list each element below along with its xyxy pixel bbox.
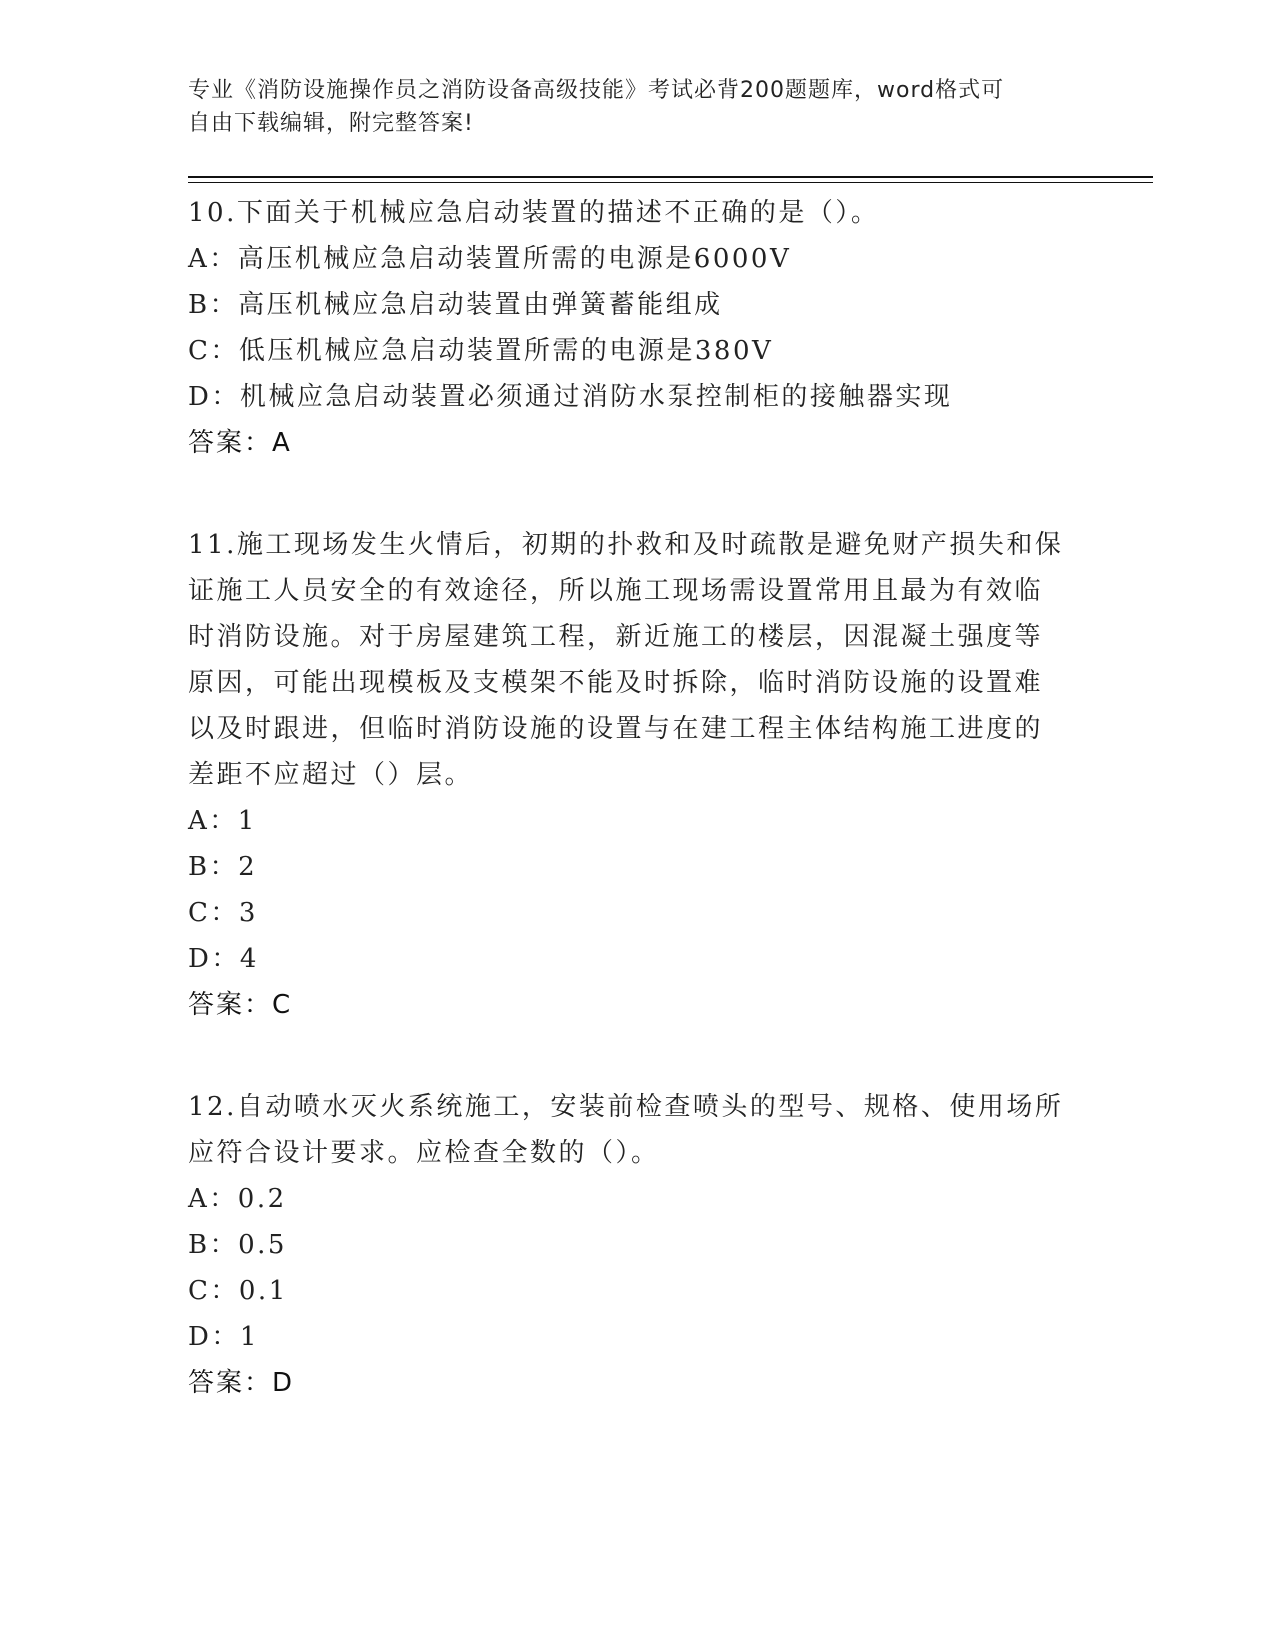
question-11 — [188, 522, 1088, 1028]
question-12 — [188, 1084, 1088, 1406]
question-10 — [188, 190, 1088, 466]
header-line-1: 专业《消防设施操作员之消防设备高级技能》考试必背200题题库，word格式可 — [188, 78, 1005, 103]
document-header — [188, 74, 1088, 140]
answer: 答案：C — [188, 990, 293, 1020]
question-stem-line: 差距不应超过（）层。 — [188, 760, 474, 790]
answer: 答案：D — [188, 1368, 295, 1398]
option-c: C：低压机械应急启动装置所需的电源是380V — [188, 336, 774, 366]
option-b: B：2 — [188, 852, 258, 882]
question-list — [188, 190, 1088, 1462]
option-c: C：3 — [188, 898, 258, 928]
question-stem-line: 时消防设施。对于房屋建筑工程，新近施工的楼层，因混凝土强度等 — [188, 622, 1044, 652]
option-d: D：4 — [188, 944, 259, 974]
question-stem-line: 以及时跟进，但临时消防设施的设置与在建工程主体结构施工进度的 — [188, 714, 1044, 744]
header-divider-thin — [188, 182, 1153, 183]
option-a: A：1 — [188, 806, 257, 836]
question-stem-line: 原因，可能出现模板及支模架不能及时拆除，临时消防设施的设置难 — [188, 668, 1044, 698]
header-divider-thick — [188, 176, 1153, 178]
question-stem: 10.下面关于机械应急启动装置的描述不正确的是（）。 — [188, 198, 880, 228]
option-a: A：高压机械应急启动装置所需的电源是6000V — [188, 244, 792, 274]
option-a: A：0.2 — [188, 1184, 287, 1214]
option-b: B：高压机械应急启动装置由弹簧蓄能组成 — [188, 290, 723, 320]
question-stem-line: 12.自动喷水灭火系统施工，安装前检查喷头的型号、规格、使用场所 — [188, 1092, 1064, 1122]
option-d: D：1 — [188, 1322, 259, 1352]
header-line-2: 自由下载编辑，附完整答案! — [188, 111, 474, 136]
question-stem-line: 证施工人员安全的有效途径，所以施工现场需设置常用且最为有效临 — [188, 576, 1044, 606]
option-d: D：机械应急启动装置必须通过消防水泵控制柜的接触器实现 — [188, 382, 953, 412]
question-stem-line: 11.施工现场发生火情后，初期的扑救和及时疏散是避免财产损失和保 — [188, 530, 1064, 560]
question-stem-line: 应符合设计要求。应检查全数的（）。 — [188, 1138, 660, 1168]
answer: 答案：A — [188, 428, 292, 458]
option-c: C：0.1 — [188, 1276, 288, 1306]
option-b: B：0.5 — [188, 1230, 287, 1260]
